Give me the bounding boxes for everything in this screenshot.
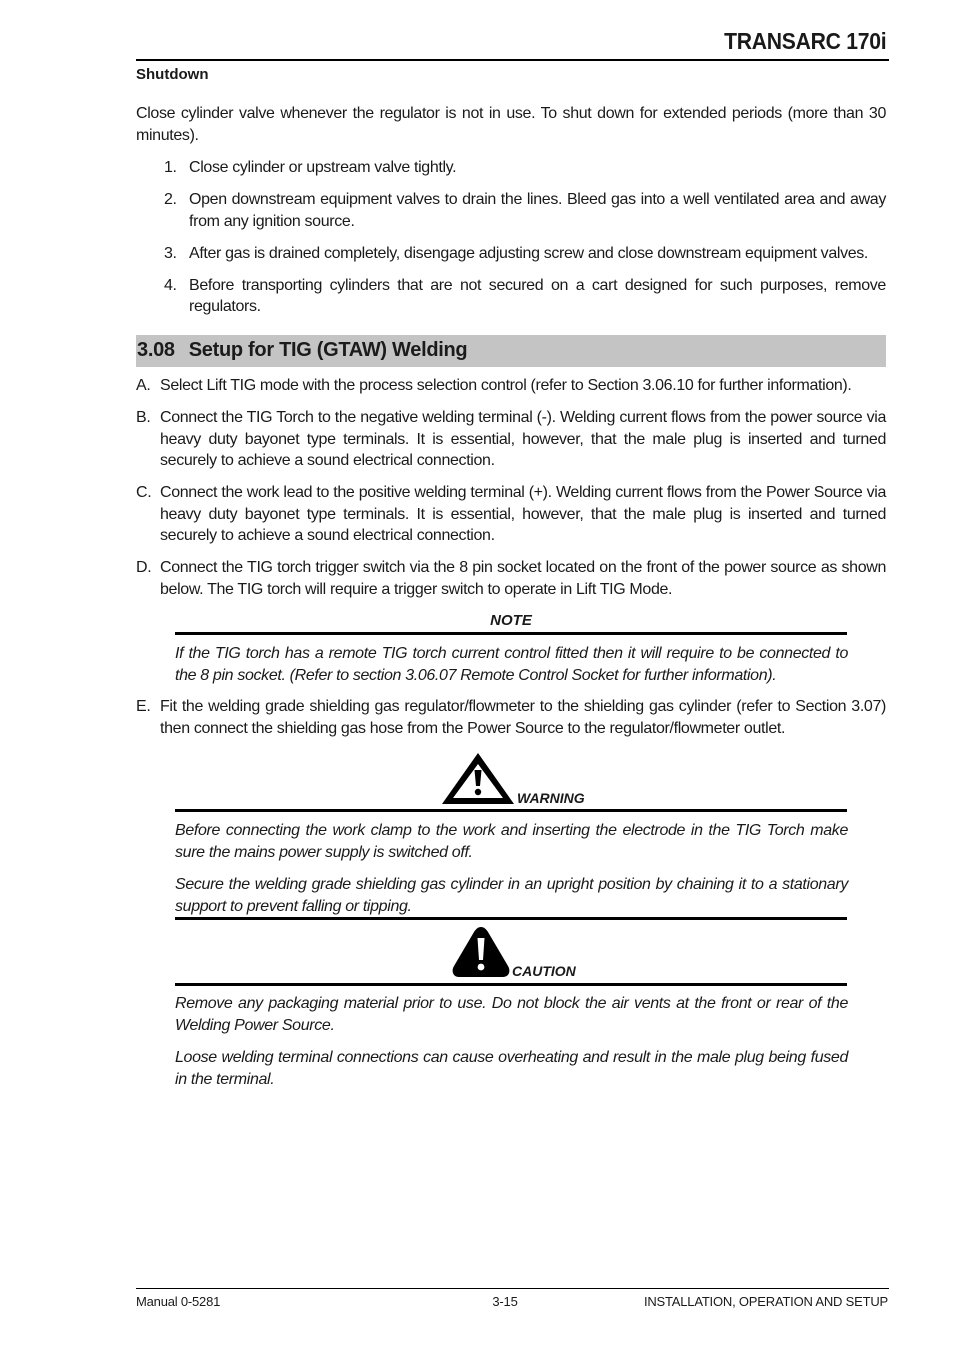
warning-rule-top	[175, 809, 847, 812]
setup-steps-list	[136, 375, 886, 600]
footer-manual-number: Manual 0-5281	[136, 1294, 221, 1309]
list-item: E. Fit the welding grade shielding gas regulator/flowmeter to the shielding gas cylinder (refer to Section 3.07) then connect the shielding gas hose from the Power Source to the regulator/flowmeter outlet.	[136, 698, 886, 737]
list-item: B. Connect the TIG Torch to the negative welding terminal (-). Welding current flows from the power source via heavy duty bayonet type terminals. It is essential, however, that the male plug is inserted and turned securely to achieve a sound electrical connection.	[136, 409, 886, 469]
shutdown-heading: Shutdown	[136, 66, 209, 83]
warning-paragraph: Before connecting the work clamp to the work and inserting the electrode in the TIG Torch make sure the mains power supply is switched off.	[175, 822, 848, 861]
caution-rule	[175, 983, 847, 986]
setup-step-e-list	[136, 696, 886, 739]
header-product-title: TRANSARC 170i	[723, 28, 886, 54]
footer-rule	[136, 1288, 889, 1289]
caution-paragraph: Remove any packaging material prior to use. Do not block the air vents at the front or rear of the Welding Power Source.	[175, 995, 848, 1034]
note-text: If the TIG torch has a remote TIG torch current control fitted then it will require to be connected to the 8 pin socket. (Refer to section 3.06.07 Remote Control Socket for further information).	[175, 645, 848, 684]
list-item: C. Connect the work lead to the positive welding terminal (+). Welding current flows from the Power Source via heavy duty bayonet type terminals. It is essential, however, that the male plug is inserted and turned securely to achieve a sound electrical connection.	[136, 484, 886, 544]
section-number: 3.08	[137, 339, 175, 361]
header-rule	[136, 59, 889, 61]
note-label: NOTE	[490, 612, 532, 629]
shutdown-steps-list	[160, 157, 886, 328]
warning-label: WARNING	[517, 790, 585, 806]
footer-page-number: 3-15	[492, 1294, 518, 1309]
note-rule	[175, 632, 847, 635]
list-item: 3. After gas is drained completely, disengage adjusting screw and close downstream equipment valves.	[164, 244, 869, 262]
list-item: 4. Before transporting cylinders that are not secured on a cart designed for such purposes, remove regulators.	[164, 276, 886, 315]
footer-chapter-title: INSTALLATION, OPERATION AND SETUP	[643, 1294, 888, 1309]
caution-label: CAUTION	[512, 963, 576, 979]
shutdown-intro: Close cylinder valve whenever the regulator is not in use. To shut down for extended periods (more than 30 minutes).	[136, 105, 886, 144]
section-title: Setup for TIG (GTAW) Welding	[188, 339, 468, 361]
warning-triangle-icon	[440, 751, 516, 806]
caution-paragraph: Loose welding terminal connections can cause overheating and result in the male plug being fused in the terminal.	[175, 1049, 848, 1088]
warning-rule-bottom	[175, 917, 847, 920]
list-item: D. Connect the TIG torch trigger switch via the 8 pin socket located on the front of the power source as shown below. The TIG torch will require a trigger switch to operate in Lift TIG Mode.	[136, 559, 886, 598]
warning-paragraph: Secure the welding grade shielding gas cylinder in an upright position by chaining it to a stationary support to prevent falling or tipping.	[175, 876, 848, 915]
section-heading	[137, 339, 467, 362]
caution-exclamation-icon	[451, 926, 511, 978]
list-item: A. Select Lift TIG mode with the process selection control (refer to Section 3.06.10 for further information).	[136, 377, 852, 394]
list-item: 1. Close cylinder or upstream valve tightly.	[164, 159, 457, 176]
section-heading-bar	[136, 335, 886, 367]
list-item: 2. Open downstream equipment valves to drain the lines. Bleed gas into a well ventilated area and away from any ignition source.	[164, 191, 886, 230]
